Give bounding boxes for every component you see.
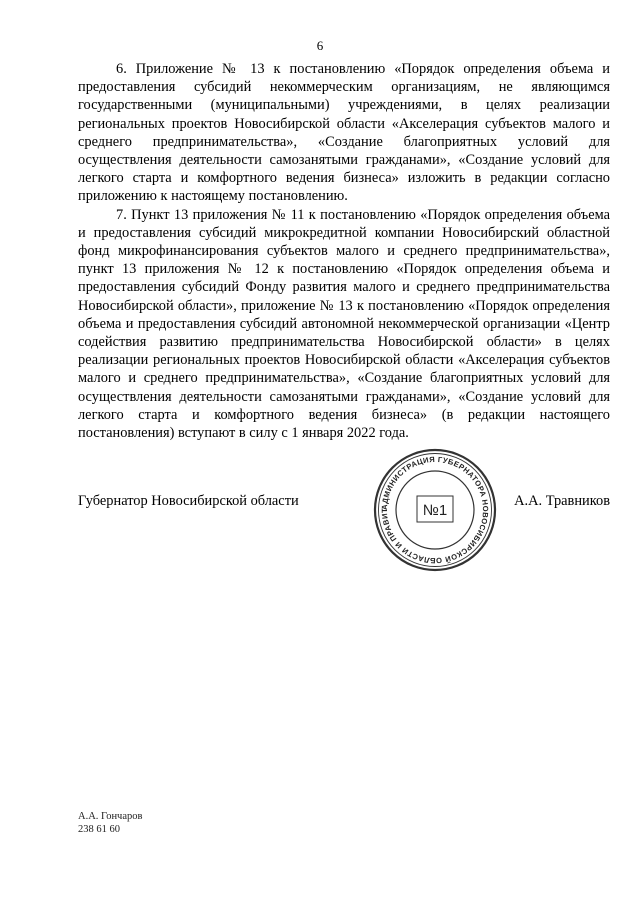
paragraph-item-7: 7. Пункт 13 приложения № 11 к постановлению «Порядок определения объема и предоставления субсидий микрокредитной компании Новосибирский областной фонд микрофинансирования субъектов малого и среднего предпринимательства», пункт 13 приложения № 12 к постановлению «Порядок определения объема и предоставления субсидий Фонду развития малого и среднего предпринимательства Новосибирской области», приложение № 13 к постановлению «Порядок определения объема и предоставления субсидий автономной некоммерческой организации «Центр содействия развитию предпринимательства Новосибирской области» в целях реализации региональных проектов Новосибирской области «Акселерация субъектов малого и среднего предпринимательства», «Создание благоприятных условий для осуществления деятельности самозанятыми гражданами», «Создание условий для легкого старта и комфортного ведения бизнеса» (в редакции настоящего постановления) вступают в силу с 1 января 2022 года. [78,206,610,442]
seal-outer-text: АДМИНИСТРАЦИЯ ГУБЕРНАТОРА НОВОСИБИРСКОЙ ОБЛАСТИ И ПРАВИТ [379,454,491,566]
official-seal [371,446,499,574]
page-number: 6 [316,38,324,53]
executor-phone: 238 61 60 [78,824,120,835]
paragraph-item-6: 6. Приложение № 13 к постановлению «Порядок определения объема и предоставления субсидий некоммерческим организациям, не являющимся государственными (муниципальными) учреждениями, в целях реализации региональных проектов Новосибирской области «Акселерация субъектов малого и среднего предпринимательства», «Создание благоприятных условий для осуществления деятельности самозанятыми гражданами», «Создание условий для легкого старта и комфортного ведения бизнеса» изложить в редакции согласно приложению к настоящему постановлению. [78,61,610,205]
seal-number: №1 [422,502,448,519]
executor-info [78,810,142,836]
signer-title: Губернатор Новосибирской области [78,493,299,509]
signer-name: А.А. Травников [514,493,610,509]
seal-graphic [371,446,499,574]
executor-name: А.А. Гончаров [78,811,143,822]
document-body [78,60,610,442]
